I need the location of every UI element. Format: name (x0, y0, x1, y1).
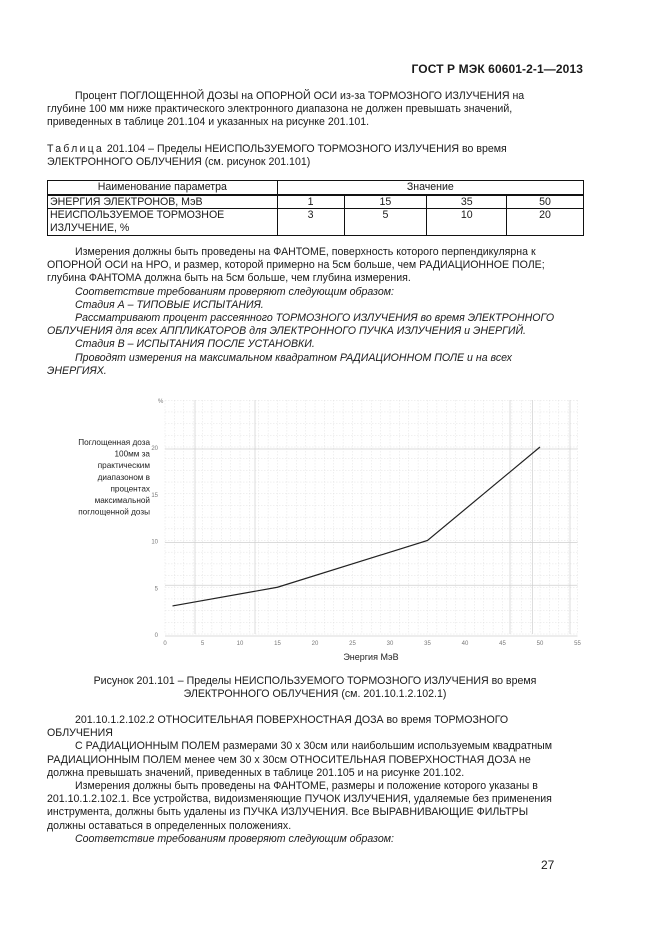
measure-line-3: глубина ФАНТОМА должна быть на 5см больше, чем глубина измерения. (47, 272, 411, 285)
svg-text:25: 25 (349, 641, 356, 647)
table-header-value: Значение (277, 181, 583, 195)
table-cell: 5 (344, 209, 427, 236)
figure-caption (47, 675, 583, 701)
svg-text:45: 45 (499, 641, 506, 647)
table-row (48, 195, 584, 209)
section-p2-line-1: Измерения должны быть проведены на ФАНТОМЕ, размеры и положение которого указаны в (75, 780, 538, 793)
table-cell: 1 (277, 195, 344, 209)
svg-text:40: 40 (461, 641, 469, 647)
compliance-check: Соответствие требованиям проверяют следующим образом: (75, 285, 394, 298)
table-title (47, 143, 583, 169)
section-p1-line-3: должна превышать значений, приведенных в таблице 201.105 и на рисунке 201.102. (47, 766, 465, 779)
svg-text:Поглощенная доза: Поглощенная доза (78, 438, 150, 447)
section-p2-line-3: инструмента, должны быть удалены из ПУЧКА ИЗЛУЧЕНИЯ. Все ВЫРАВНИВАЮЩИЕ ФИЛЬТРЫ (47, 806, 529, 819)
limits-table (47, 180, 584, 236)
svg-text:0: 0 (154, 633, 158, 639)
svg-text:20: 20 (151, 446, 158, 452)
chart-y-axis-label (78, 438, 150, 517)
chart-data-line (173, 447, 541, 606)
table-title-line-1: 201.104 – Пределы НЕИСПОЛЬЗУЕМОГО ТОРМОЗНОГО ИЗЛУЧЕНИЯ во время (106, 143, 507, 155)
table-cell: 20 (507, 209, 584, 236)
table-header-row (48, 181, 584, 195)
page-number: 27 (541, 858, 555, 872)
table-cell: 35 (427, 195, 507, 209)
svg-text:20: 20 (311, 641, 319, 647)
section-p2-line-2: 201.10.1.2.102.1. Все устройства, видоизменяющие ПУЧОК ИЗЛУЧЕНИЯ, удаляемые без применения (47, 793, 552, 806)
table-title-prefix: Таблица (47, 143, 104, 155)
section-relative-surface-dose (47, 714, 583, 846)
chart-minor-grid (165, 400, 578, 634)
section-heading-line-1: 201.10.1.2.102.2 ОТНОСИТЕЛЬНАЯ ПОВЕРХНОСТНАЯ ДОЗА во время ТОРМОЗНОГО (75, 714, 509, 726)
intro-line-1: Процент ПОГЛОЩЕННОЙ ДОЗЫ на ОПОРНОЙ ОСИ из-за ТОРМОЗНОГО ИЗЛУЧЕНИЯ на (75, 90, 525, 102)
svg-text:максимальной: максимальной (94, 496, 150, 505)
svg-text:30: 30 (386, 641, 394, 647)
intro-line-3: приведенных в таблице 201.104 и указанных на рисунке 201.101. (47, 116, 370, 129)
svg-text:5: 5 (154, 586, 158, 593)
svg-text:10: 10 (236, 641, 244, 647)
svg-text:35: 35 (424, 641, 431, 647)
svg-text:55: 55 (574, 641, 581, 647)
measure-line-1: Измерения должны быть проведены на ФАНТОМЕ, поверхность которого перпендикулярна к (75, 246, 536, 258)
table-cell: 50 (507, 195, 584, 209)
intro-paragraph (47, 90, 583, 130)
svg-text:50: 50 (536, 641, 544, 647)
svg-text:0: 0 (163, 641, 167, 647)
stage-a-text-1: Рассматривают процент рассеянного ТОРМОЗНОГО ИЗЛУЧЕНИЯ во время ЭЛЕКТРОННОГО (75, 312, 555, 325)
table-row (48, 209, 584, 236)
table-title-line-2: ЭЛЕКТРОННОГО ОБЛУЧЕНИЯ (см. рисунок 201.101) (47, 156, 311, 169)
chart-y-unit: % (158, 399, 164, 405)
bremsstrahlung-limits-chart (0, 390, 661, 670)
section-compliance-check: Соответствие требованиям проверяют следующим образом: (75, 832, 394, 845)
figure-caption-line-1: Рисунок 201.101 – Пределы НЕИСПОЛЬЗУЕМОГО ТОРМОЗНОГО ИЗЛУЧЕНИЯ во время (93, 675, 537, 687)
svg-text:15: 15 (274, 641, 281, 647)
stage-b-text-2: ЭНЕРГИЯХ. (47, 364, 107, 377)
section-p2-line-4: должны оставаться в определенных положениях. (47, 819, 292, 832)
measurement-paragraph (47, 246, 583, 378)
svg-text:100мм за: 100мм за (114, 449, 150, 459)
table-row-label: НЕИСПОЛЬЗУЕМОЕ ТОРМОЗНОЕ ИЗЛУЧЕНИЕ, % (48, 209, 278, 236)
section-p1-line-1: С РАДИАЦИОННЫМ ПОЛЕМ размерами 30 х 30см или наибольшим используемым квадратным (75, 740, 553, 753)
figure-caption-line-2: ЭЛЕКТРОННОГО ОБЛУЧЕНИЯ (см. 201.10.1.2.102.1) (183, 688, 447, 701)
document-standard-id: ГОСТ Р МЭК 60601-2-1—2013 (411, 62, 583, 76)
stage-a-text-2: ОБЛУЧЕНИЯ для всех АППЛИКАТОРОВ для ЭЛЕКТРОННОГО ПУЧКА ИЗЛУЧЕНИЯ и ЭНЕРГИЙ. (47, 325, 526, 338)
svg-text:процентах: процентах (110, 484, 150, 494)
svg-text:15: 15 (151, 492, 158, 499)
svg-text:поглощенной дозы: поглощенной дозы (78, 507, 150, 517)
table-cell: 10 (427, 209, 507, 236)
section-heading-line-2: ОБЛУЧЕНИЯ (47, 727, 113, 740)
stage-b-title: Стадия В – ИСПЫТАНИЯ ПОСЛЕ УСТАНОВКИ. (75, 338, 315, 351)
stage-a-title: Стадия А – ТИПОВЫЕ ИСПЫТАНИЯ. (75, 298, 264, 311)
svg-text:5: 5 (200, 641, 205, 647)
stage-b-text-1: Проводят измерения на максимальном квадратном РАДИАЦИОННОМ ПОЛЕ и на всех (75, 351, 512, 364)
table-header-param: Наименование параметра (48, 181, 278, 195)
chart-x-axis-label: Энергия МэВ (343, 652, 399, 662)
intro-line-2: глубине 100 мм ниже практического электронного диапазона не должен превышать значений, (47, 103, 513, 116)
section-p1-line-2: РАДИАЦИОННЫМ ПОЛЕМ менее чем 30 х 30см ОТНОСИТЕЛЬНАЯ ПОВЕРХНОСТНАЯ ДОЗА не (47, 753, 531, 766)
chart-y-ticks (151, 446, 158, 639)
svg-text:практическим: практическим (97, 461, 150, 471)
table-cell: 3 (277, 209, 344, 236)
table-cell: 15 (344, 195, 427, 209)
table-row-label: ЭНЕРГИЯ ЭЛЕКТРОНОВ, МэВ (48, 195, 278, 209)
measure-line-2: ОПОРНОЙ ОСИ на НРО, и размер, которой примерно на 5см больше, чем РАДИАЦИОННОЕ ПОЛЕ; (47, 259, 545, 272)
svg-text:диапазоном в: диапазоном в (97, 472, 150, 482)
chart-x-ticks (163, 641, 581, 647)
svg-text:10: 10 (151, 539, 158, 546)
